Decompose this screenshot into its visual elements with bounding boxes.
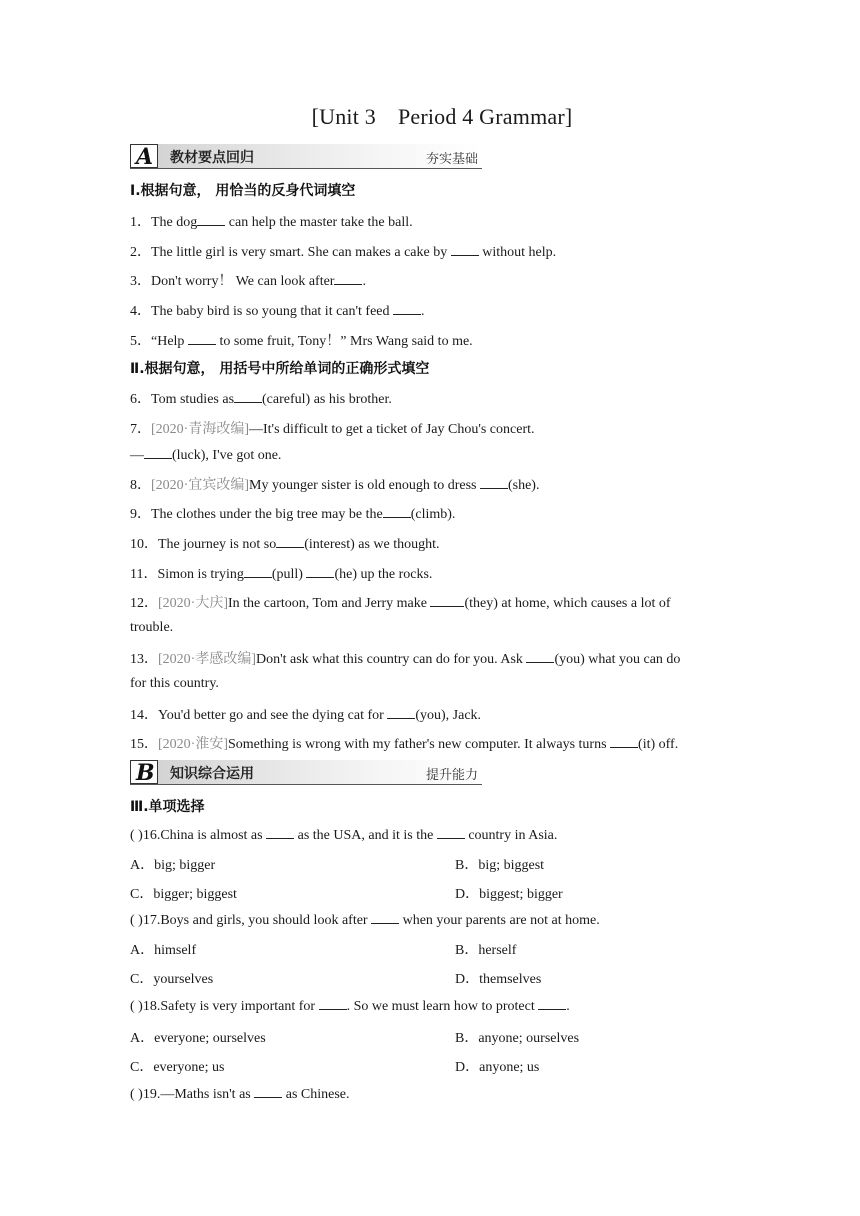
- question-9: 9．The clothes under the big tree may be the (climb).: [130, 507, 456, 522]
- option-18-b[interactable]: B．anyone; ourselves: [455, 1031, 580, 1046]
- option-17-b[interactable]: B．herself: [455, 943, 517, 958]
- option-18-a[interactable]: A．everyone; ourselves: [130, 1031, 266, 1046]
- question-2: 2．The little girl is very smart. She can makes a cake by without help.: [130, 245, 557, 260]
- section-b-label: 知识综合运用: [170, 766, 254, 782]
- answer-blank[interactable]: [334, 272, 362, 285]
- answer-blank[interactable]: [276, 535, 304, 548]
- source-tag: [2020·宜宾改编]: [151, 478, 249, 493]
- section-a-letter-box: [130, 144, 158, 168]
- part1-heading: Ⅰ.根据句意， 用恰当的反身代词填空: [130, 183, 356, 199]
- question-7-line2: — (luck), I've got one.: [130, 448, 282, 463]
- question-17: ( )17.Boys and girls, you should look after when your parents are not at home.: [130, 913, 600, 928]
- question-1: 1．The dog can help the master take the ball.: [130, 215, 413, 230]
- answer-blank[interactable]: [244, 565, 272, 578]
- source-tag: [2020·大庆]: [158, 596, 228, 611]
- question-4: 4．The baby bird is so young that it can't feed .: [130, 304, 425, 319]
- section-b-letter-box: [130, 760, 158, 784]
- question-13: 13．[2020·孝感改编]Don't ask what this country can do for you. Ask (you) what you can do: [130, 652, 681, 667]
- option-17-d[interactable]: D．themselves: [455, 972, 542, 987]
- source-tag: [2020·淮安]: [158, 737, 228, 752]
- section-a-banner: [130, 144, 482, 172]
- question-3: 3．Don't worry！ We can look after .: [130, 274, 366, 289]
- part3-heading: Ⅲ.单项选择: [130, 799, 205, 815]
- page-title: [0, 104, 860, 130]
- question-18: ( )18.Safety is very important for . So we must learn how to protect .: [130, 999, 570, 1014]
- question-5: 5．“Help to some fruit, Tony！” Mrs Wang said to me.: [130, 334, 473, 349]
- question-13-line2: for this country.: [130, 676, 219, 691]
- option-16-a[interactable]: A．big; bigger: [130, 858, 216, 873]
- section-a-letter: A: [136, 144, 154, 170]
- question-7: 7．[2020·青海改编]—It's difficult to get a ticket of Jay Chou's concert.: [130, 422, 535, 437]
- section-a-tag: 夯实基础: [425, 152, 478, 167]
- option-16-b[interactable]: B．big; biggest: [455, 858, 545, 873]
- question-14: 14．You'd better go and see the dying cat for (you), Jack.: [130, 708, 482, 723]
- answer-blank[interactable]: [610, 735, 638, 748]
- option-17-a[interactable]: A．himself: [130, 943, 197, 958]
- answer-blank[interactable]: [254, 1085, 282, 1098]
- answer-blank[interactable]: [480, 476, 508, 489]
- answer-blank[interactable]: [526, 650, 554, 663]
- answer-blank[interactable]: [383, 505, 411, 518]
- answer-blank[interactable]: [430, 594, 464, 607]
- part2-heading: Ⅱ.根据句意， 用括号中所给单词的正确形式填空: [130, 361, 430, 377]
- section-b-banner: [130, 760, 482, 788]
- answer-blank[interactable]: [393, 302, 421, 315]
- answer-blank[interactable]: [387, 706, 415, 719]
- answer-blank[interactable]: [234, 390, 262, 403]
- option-18-c[interactable]: C．everyone; us: [130, 1060, 225, 1075]
- title-period: Period 4 Grammar]: [397, 104, 573, 129]
- question-12: 12．[2020·大庆]In the cartoon, Tom and Jerry make (they) at home, which causes a lot of: [130, 596, 671, 611]
- answer-blank[interactable]: [197, 213, 225, 226]
- question-15: 15．[2020·淮安]Something is wrong with my father's new computer. It always turns (it) off.: [130, 737, 679, 752]
- answer-blank[interactable]: [319, 997, 347, 1010]
- answer-blank[interactable]: [306, 565, 334, 578]
- section-a-label: 教材要点回归: [170, 150, 254, 166]
- source-tag: [2020·青海改编]: [151, 422, 249, 437]
- answer-blank[interactable]: [437, 826, 465, 839]
- source-tag: [2020·孝感改编]: [158, 652, 256, 667]
- question-6: 6．Tom studies as (careful) as his brother.: [130, 392, 392, 407]
- question-10: 10．The journey is not so (interest) as we thought.: [130, 537, 440, 552]
- answer-blank[interactable]: [538, 997, 566, 1010]
- question-19: ( )19.—Maths isn't as as Chinese.: [130, 1087, 350, 1102]
- answer-blank[interactable]: [144, 446, 172, 459]
- answer-blank[interactable]: [266, 826, 294, 839]
- section-b-tag: 提升能力: [425, 768, 478, 783]
- question-16: ( )16.China is almost as as the USA, and it is the country in Asia.: [130, 828, 558, 843]
- option-16-d[interactable]: D．biggest; bigger: [455, 887, 563, 902]
- answer-blank[interactable]: [451, 243, 479, 256]
- answer-blank[interactable]: [188, 332, 216, 345]
- option-16-c[interactable]: C．bigger; biggest: [130, 887, 237, 902]
- answer-blank[interactable]: [371, 911, 399, 924]
- option-17-c[interactable]: C．yourselves: [130, 972, 214, 987]
- question-8: 8．[2020·宜宾改编]My younger sister is old enough to dress (she).: [130, 478, 540, 493]
- title-unit: [Unit 3: [311, 104, 376, 129]
- section-b-letter: B: [136, 760, 155, 786]
- question-11: 11．Simon is trying (pull) (he) up the rocks.: [130, 567, 433, 582]
- question-12-line2: trouble.: [130, 620, 174, 635]
- option-18-d[interactable]: D．anyone; us: [455, 1060, 540, 1075]
